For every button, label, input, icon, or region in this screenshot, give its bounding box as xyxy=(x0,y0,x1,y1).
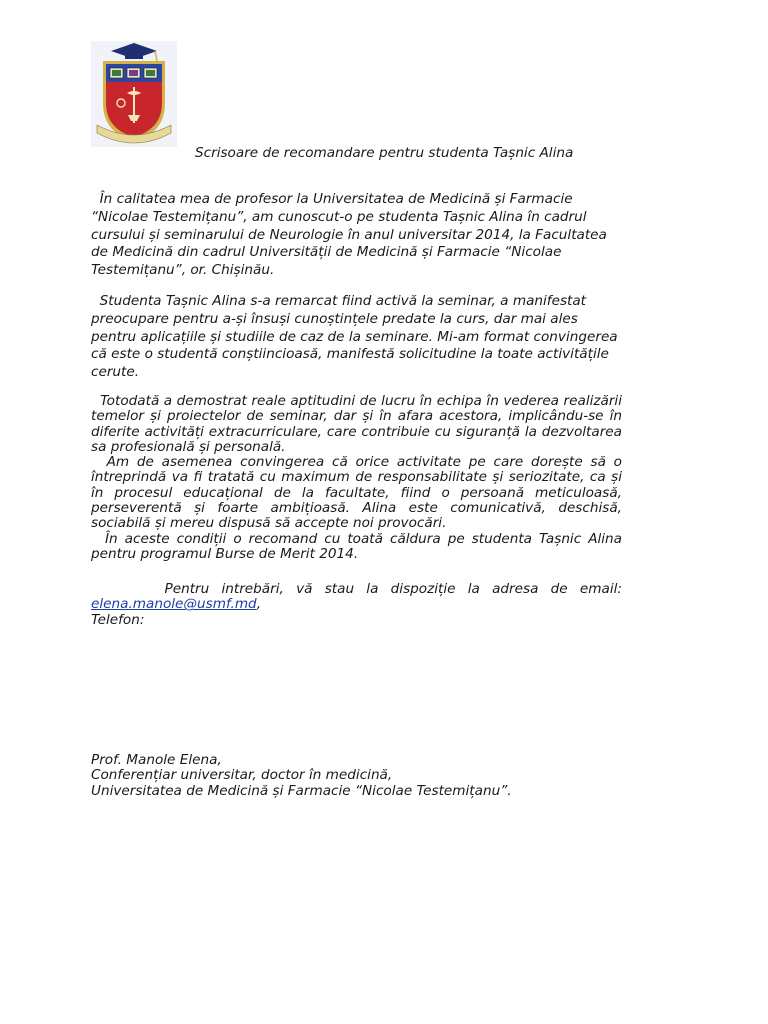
letter-title: Scrisoare de recomandare pentru studenta Tașnic Alina xyxy=(195,145,574,161)
paragraph-teamwork: Totodată a demostrat reale aptitudini de lucru în echipa în vederea realizării temelor și proiectelor de seminar, dar și în afara acestora, implicându-se în diferite activități extracurriculare, care contribuie cu siguranță la dezvoltarea sa profesională și personală. xyxy=(91,393,627,455)
paragraph-conviction: Am de asemenea convingerea că orice activitate pe care dorește să o întreprindă va fi tratată cu maximum de responsabilitate și seriozitate, ca și în procesul educațional de la facultate, fiind o persoană meticuloasă, perseverentă și foarte ambițioasă. Alina este comunicativă, deschisă, sociabilă și mereu dispusă să accepte noi provocări. xyxy=(91,454,627,532)
contact-block xyxy=(91,582,622,628)
university-logo xyxy=(91,41,177,147)
justified-block xyxy=(91,393,627,562)
signature-institution: Universitatea de Medicină și Farmacie “Nicolae Testemițanu”. xyxy=(91,782,512,799)
paragraph-activity: Studenta Tașnic Alina s-a remarcat fiind activă la seminar, a manifestat preocupare pentru a-și însuși cunoștințele predate la curs, dar mai ales pentru aplicațiile și studiile de caz de la seminare. Mi-am format convingerea că este o studentă conștiincioasă, manifestă solicitudine la toate activitățile cerute. xyxy=(91,293,622,381)
signature-name: Prof. Manole Elena, xyxy=(91,752,222,768)
contact-intro: Pentru intrebări, vă stau la dispoziție la adresa de email: xyxy=(91,581,622,597)
email-link[interactable]: elena.manole@usmf.md xyxy=(91,596,257,613)
university-coat-of-arms-icon xyxy=(91,41,177,147)
email-suffix: , xyxy=(256,596,262,613)
signature-position: Conferențiar universitar, doctor în medicină, xyxy=(91,767,393,784)
signature-block xyxy=(91,753,512,799)
paragraph-recommendation: În aceste condiții o recomand cu toată căldura pe studenta Tașnic Alina pentru programul Burse de Merit 2014. xyxy=(91,530,627,562)
paragraph-introduction: În calitatea mea de profesor la Universitatea de Medicină și Farmacie “Nicolae Testemițanu”, am cunoscut-o pe studenta Tașnic Alina în cadrul cursului și seminarului de Neurologie în anul universitar 2014, la Facultatea de Medicină din cadrul Universității de Medicină și Farmacie “Nicolae Testemițanu”, or. Chișinău. xyxy=(91,191,612,279)
phone-label: Telefon: xyxy=(91,611,145,628)
email-line xyxy=(91,597,622,612)
